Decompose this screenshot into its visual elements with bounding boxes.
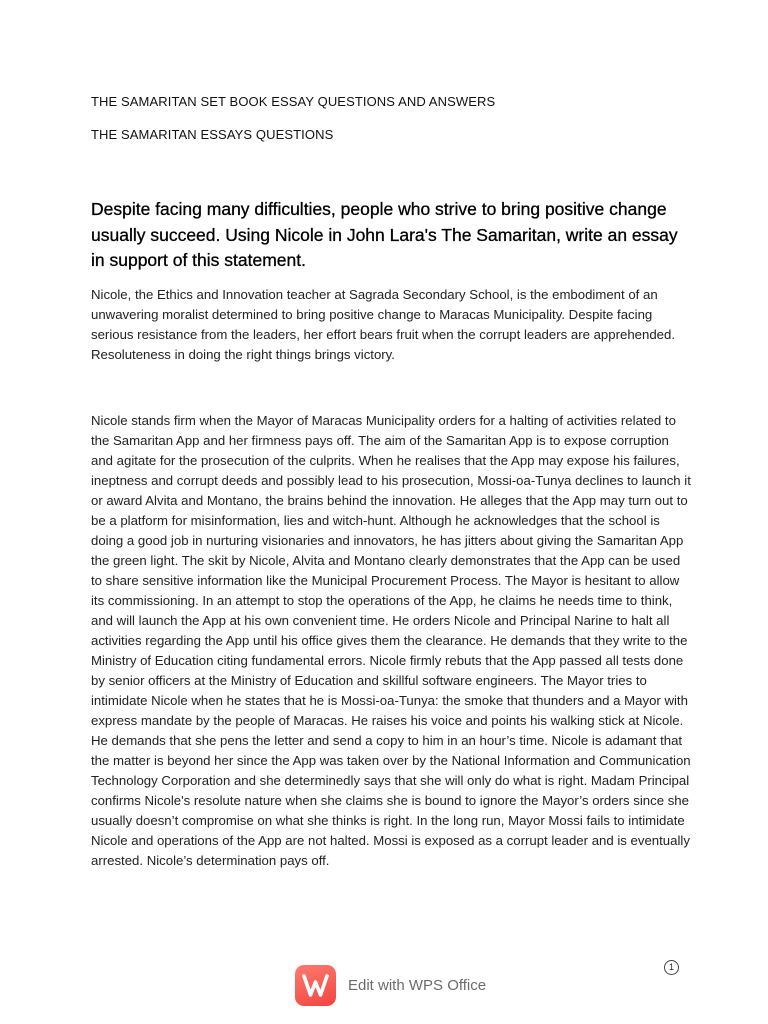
page-number-badge: 1: [664, 960, 679, 975]
document-title: THE SAMARITAN SET BOOK ESSAY QUESTIONS AND ANSWERS: [91, 94, 496, 109]
edit-with-wps-link[interactable]: Edit with WPS Office: [348, 977, 487, 994]
document-subtitle: THE SAMARITAN ESSAYS QUESTIONS: [91, 127, 334, 142]
body-paragraph: Nicole stands firm when the Mayor of Maracas Municipality orders for a halting of activities related to the Samaritan App and her firmness pays off. The aim of the Samaritan App is to expose corruption and agitate for the prosecution of the culprits. When he realises that the App may expose his failures, ineptness and corrupt deeds and possibly lead to his prosecution, Mossi-oa-Tunya declines to launch it or award Alvita and Montano, the brains behind the innovation. He alleges that the App may turn out to be a platform for misinformation, lies and witch-hunt. Although he acknowledges that the school is doing a good job in nurturing visionaries and innovators, he has jitters about giving the Samaritan App the green light. The skit by Nicole, Alvita and Montano clearly demonstrates that the App can be used to share sensitive information like the Municipal Procurement Process. The Mayor is hesitant to allow its commissioning. In an attempt to stop the operations of the App, he claims he needs time to think, and will launch the App at his own convenient time. He orders Nicole and Principal Narine to halt all activities regarding the App until his office gives them the clearance. He demands that they write to the Ministry of Education citing fundamental errors. Nicole firmly rebuts that the App passed all tests done by senior officers at the Ministry of Education and skillful software engineers. The Mayor tries to intimidate Nicole when he states that he is Mossi-oa-Tunya: the smoke that thunders and a Mayor with express mandate by the people of Maracas. He raises his voice and points his walking stick at Nicole. He demands that she pens the letter and send a copy to him in an hour’s time. Nicole is adamant that the matter is beyond her since the App was taken over by the National Information and Communication Technology Corporation and she determinedly says that she will only do what is right. Madam Principal confirms Nicole's resolute nature when she claims she is bound to ignore the Mayor’s orders since she usually doesn’t compromise on what she thinks is right. In the long run, Mayor Mossi fails to intimidate Nicole and operations of the App are not halted. Mossi is exposed as a corrupt leader and is eventually arrested. Nicole’s determination pays off.: [91, 413, 691, 868]
wps-office-logo-icon[interactable]: [295, 965, 336, 1006]
introduction-paragraph: Nicole, the Ethics and Innovation teacher at Sagrada Secondary School, is the embodiment of an unwavering moralist determined to bring positive change to Maracas Municipality. Despite facing serious resistance from the leaders, her effort bears fruit when the corrupt leaders are apprehended. Resoluteness in doing the right things brings victory.: [91, 287, 675, 362]
essay-question: Despite facing many difficulties, people who strive to bring positive change usually succeed. Using Nicole in John Lara's The Samaritan, write an essay in support of this statement.: [91, 199, 678, 270]
wps-footer[interactable]: [0, 962, 768, 1012]
